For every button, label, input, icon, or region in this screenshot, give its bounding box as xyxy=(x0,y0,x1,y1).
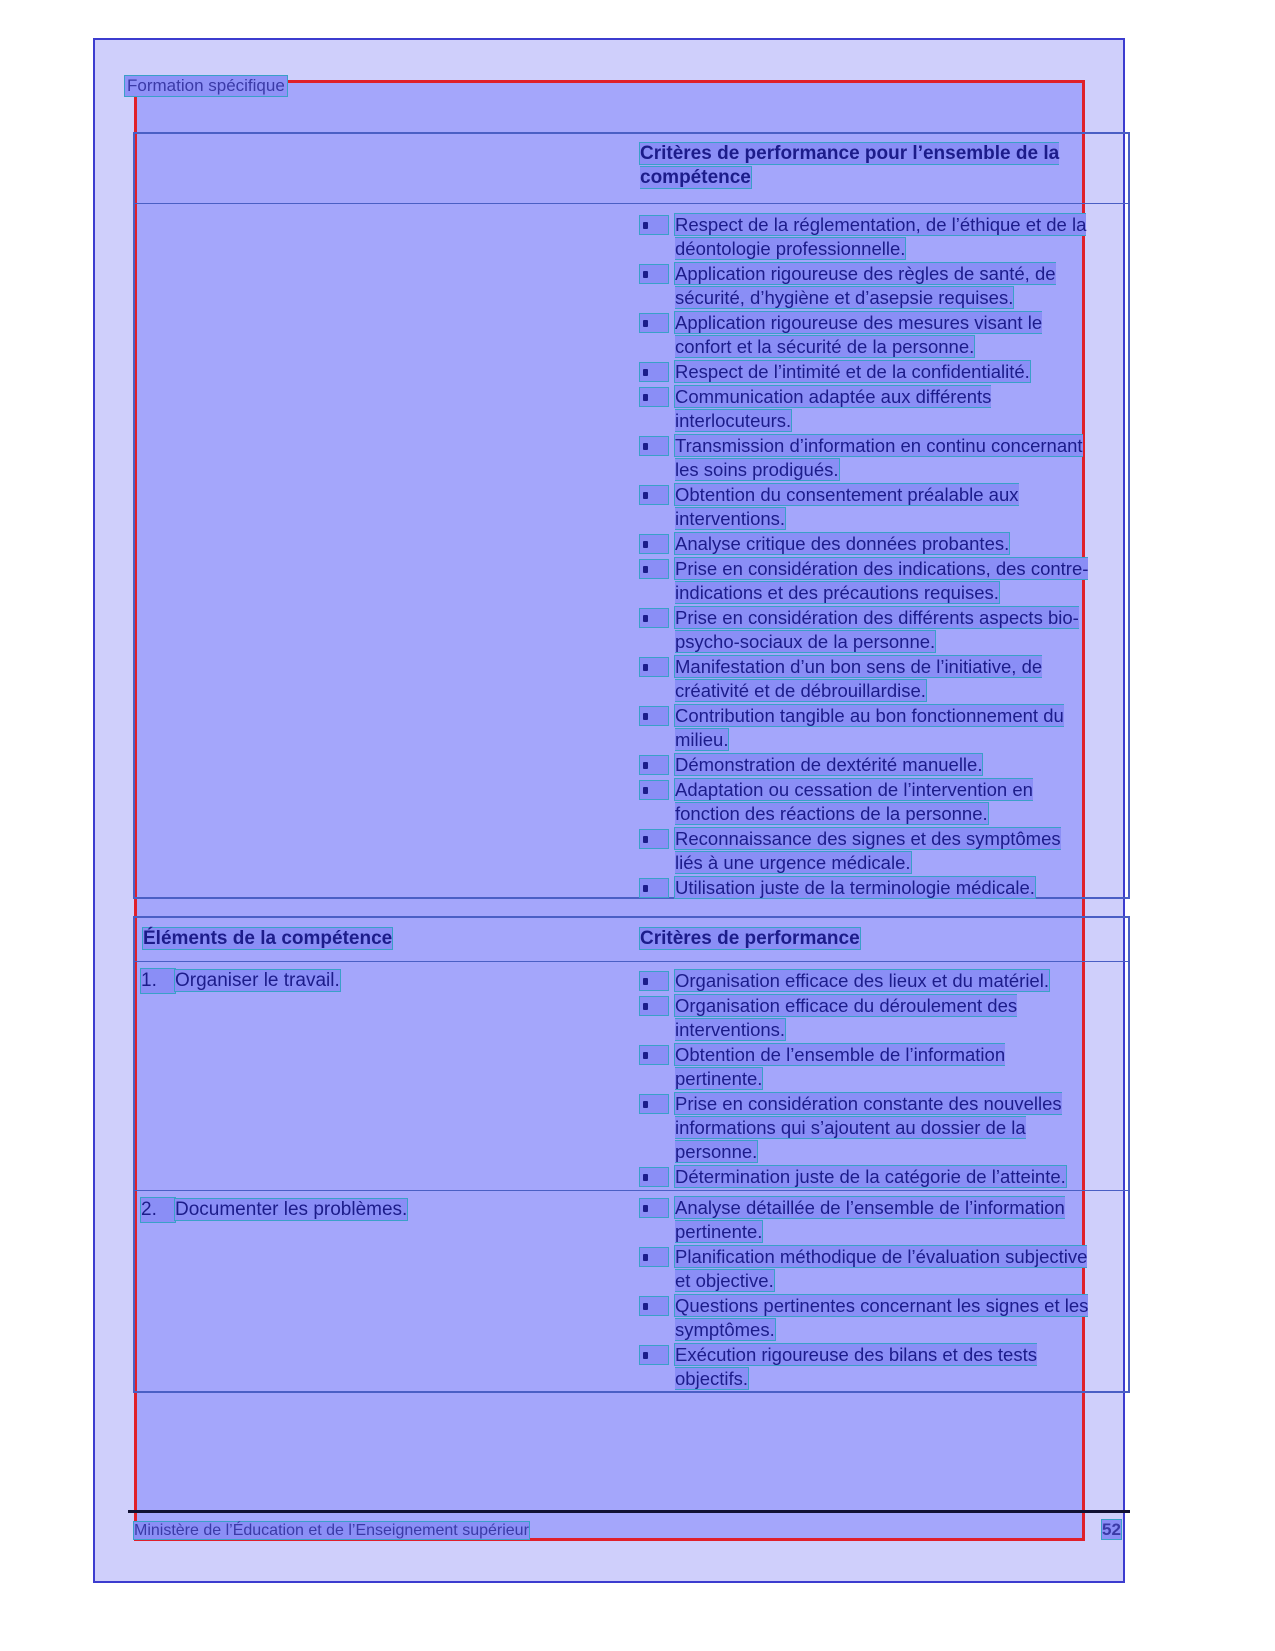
criterion-item xyxy=(640,262,1093,310)
element-criteria-table xyxy=(133,916,1130,1393)
criterion-item xyxy=(640,1343,1095,1391)
criterion-text: Analyse détaillée de l’ensemble de l’information pertinente. xyxy=(675,1197,1065,1242)
criteria-heading: Critères de performance xyxy=(640,928,860,949)
criterion-text: Démonstration de dextérité manuelle. xyxy=(675,754,983,775)
criterion-item xyxy=(640,557,1093,605)
bullet-icon xyxy=(640,314,668,332)
criterion-item xyxy=(640,311,1093,359)
criterion-item xyxy=(640,778,1093,826)
criterion-text: Adaptation ou cessation de l’intervention en fonction des réactions de la personne. xyxy=(675,779,1033,824)
criterion-text: Obtention de l’ensemble de l’information pertinente. xyxy=(675,1044,1006,1089)
criterion-item xyxy=(640,532,1093,556)
criterion-item xyxy=(640,385,1093,433)
page-number: 52 xyxy=(1102,1520,1121,1539)
criterion-item xyxy=(640,1196,1095,1244)
criterion-text: Transmission d’information en continu concernant les soins prodigués. xyxy=(675,435,1083,480)
criterion-text: Application rigoureuse des mesures visant le confort et la sécurité de la personne. xyxy=(675,312,1043,357)
bullet-icon xyxy=(640,388,668,406)
elements-heading: Éléments de la compétence xyxy=(143,928,393,949)
element-criteria-table-header xyxy=(135,918,1128,962)
criterion-item xyxy=(640,360,1093,384)
criterion-text: Reconnaissance des signes et des symptômes liés à une urgence médicale. xyxy=(675,828,1061,873)
element-row xyxy=(135,961,1128,1191)
element-criteria-list xyxy=(640,969,1095,1190)
bullet-icon xyxy=(640,707,668,725)
bullet-icon xyxy=(640,609,668,627)
bullet-icon xyxy=(640,1095,668,1113)
criterion-text: Prise en considération des différents aspects bio-psycho-sociaux de la personne. xyxy=(675,607,1079,652)
criterion-item xyxy=(640,1165,1095,1189)
criterion-item xyxy=(640,994,1095,1042)
bullet-icon xyxy=(640,997,668,1015)
footer-ministry: Ministère de l’Éducation et de l’Enseignement supérieur xyxy=(134,1522,529,1539)
bullet-icon xyxy=(640,781,668,799)
global-criteria-heading: Critères de performance pour l’ensemble de la compétence xyxy=(640,143,1060,188)
bullet-icon xyxy=(640,437,668,455)
criterion-item xyxy=(640,606,1093,654)
bullet-icon xyxy=(640,1046,668,1064)
criterion-item xyxy=(640,483,1093,531)
criterion-text: Prise en considération des indications, des contre-indications et des précautions requises. xyxy=(675,558,1089,603)
footer-rule xyxy=(128,1510,1130,1513)
criterion-text: Organisation efficace du déroulement des interventions. xyxy=(675,995,1018,1040)
bullet-icon xyxy=(640,535,668,553)
criterion-text: Prise en considération constante des nouvelles informations qui s’ajoutent au dossier de la personne. xyxy=(675,1093,1062,1162)
bullet-icon xyxy=(640,756,668,774)
criterion-item xyxy=(640,655,1093,703)
bullet-icon xyxy=(640,1199,668,1217)
criterion-item xyxy=(640,704,1093,752)
bullet-icon xyxy=(640,830,668,848)
element-title: 1. Organiser le travail. xyxy=(141,970,340,991)
criterion-item xyxy=(640,434,1093,482)
bullet-icon xyxy=(640,658,668,676)
criterion-item xyxy=(640,1043,1095,1091)
criterion-text: Application rigoureuse des règles de santé, de sécurité, d’hygiène et d’asepsie requises. xyxy=(675,263,1056,308)
criterion-item xyxy=(640,753,1093,777)
bullet-icon xyxy=(640,363,668,381)
bullet-icon xyxy=(640,486,668,504)
element-criteria-list xyxy=(640,1196,1095,1392)
criterion-text: Manifestation d’un bon sens de l’initiative, de créativité et de débrouillardise. xyxy=(675,656,1043,701)
bullet-icon xyxy=(640,1248,668,1266)
criterion-item xyxy=(640,969,1095,993)
running-header: Formation spécifique xyxy=(124,75,288,97)
criterion-item xyxy=(640,1245,1095,1293)
bullet-icon xyxy=(640,879,668,897)
criterion-text: Respect de l’intimité et de la confidentialité. xyxy=(675,361,1030,382)
global-criteria-list xyxy=(640,213,1093,901)
bullet-icon xyxy=(640,1346,668,1364)
criterion-text: Obtention du consentement préalable aux interventions. xyxy=(675,484,1019,529)
criterion-item xyxy=(640,876,1093,900)
criterion-item xyxy=(640,213,1093,261)
bullet-icon xyxy=(640,265,668,283)
global-criteria-table-header xyxy=(135,134,1128,204)
bullet-icon xyxy=(640,560,668,578)
criterion-text: Organisation efficace des lieux et du matériel. xyxy=(675,970,1049,991)
bullet-icon xyxy=(640,972,668,990)
criterion-text: Questions pertinentes concernant les signes et les symptômes. xyxy=(675,1295,1089,1340)
element-row xyxy=(135,1191,1128,1391)
global-criteria-table xyxy=(133,132,1130,899)
criterion-item xyxy=(640,1294,1095,1342)
criterion-item xyxy=(640,827,1093,875)
bullet-icon xyxy=(640,1168,668,1186)
criterion-text: Planification méthodique de l’évaluation subjective et objective. xyxy=(675,1246,1088,1291)
element-title: 2. Documenter les problèmes. xyxy=(141,1199,408,1220)
criterion-text: Contribution tangible au bon fonctionnement du milieu. xyxy=(675,705,1064,750)
criterion-text: Exécution rigoureuse des bilans et des tests objectifs. xyxy=(675,1344,1037,1389)
bullet-icon xyxy=(640,216,668,234)
criterion-text: Détermination juste de la catégorie de l’atteinte. xyxy=(675,1166,1066,1187)
criterion-text: Analyse critique des données probantes. xyxy=(675,533,1010,554)
criterion-text: Utilisation juste de la terminologie médicale. xyxy=(675,877,1035,898)
criterion-text: Respect de la réglementation, de l’éthique et de la déontologie professionnelle. xyxy=(675,214,1087,259)
criterion-text: Communication adaptée aux différents interlocuteurs. xyxy=(675,386,992,431)
criterion-item xyxy=(640,1092,1095,1164)
bullet-icon xyxy=(640,1297,668,1315)
